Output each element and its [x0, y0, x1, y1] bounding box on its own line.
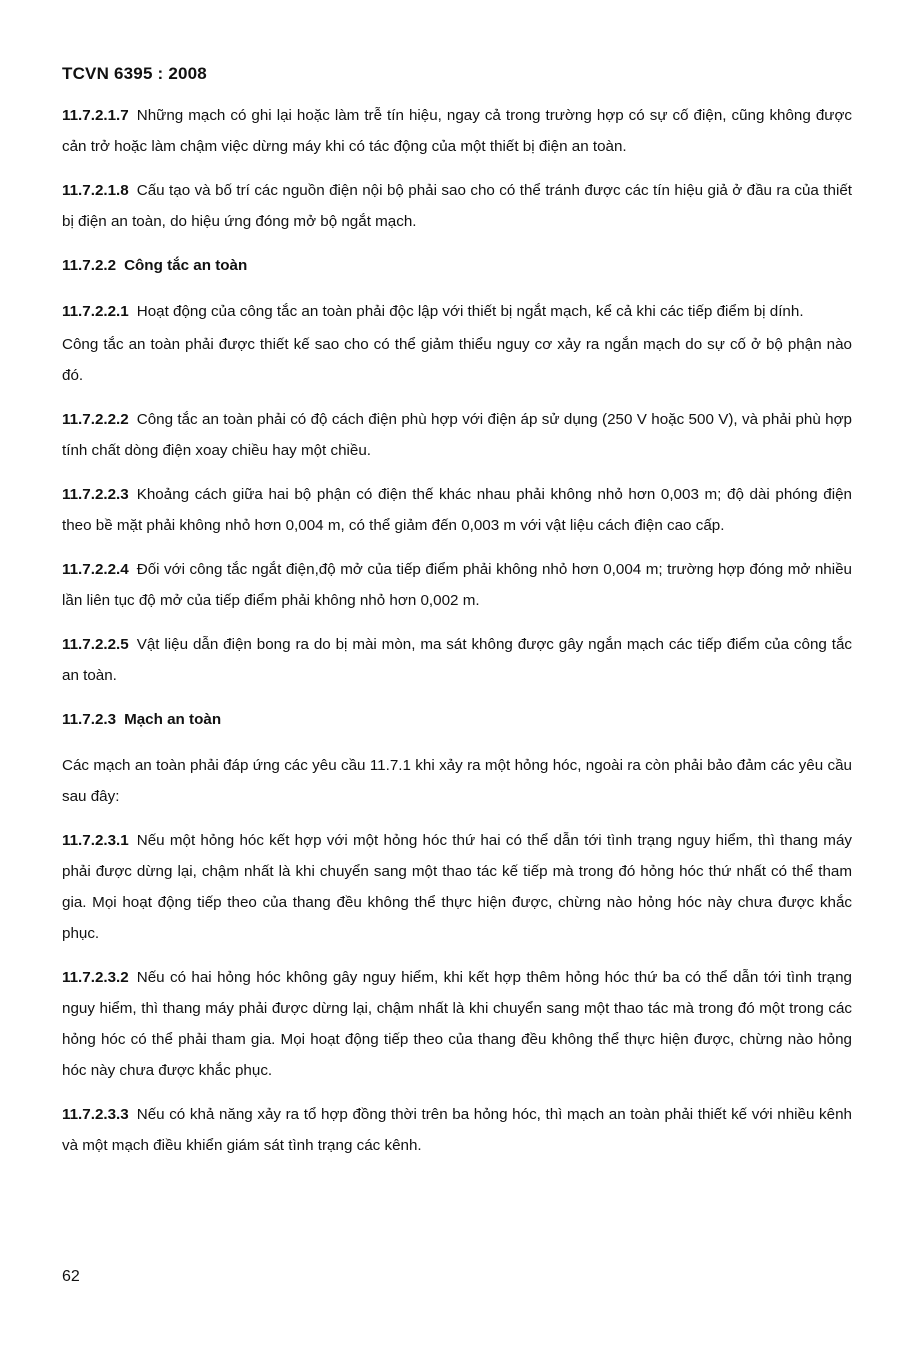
page-number: 62 — [62, 1268, 80, 1285]
section-number: 11.7.2.3 — [62, 711, 117, 728]
clause-number: 11.7.2.3.1 — [62, 832, 129, 849]
clause-text: Công tắc an toàn phải được thiết kế sao cho có thể giảm thiểu nguy cơ xảy ra ngắn mạch do sự cố ở bộ phận nào đó. — [62, 336, 852, 384]
clause-number: 11.7.2.3.3 — [62, 1106, 129, 1123]
section-number: 11.7.2.2 — [62, 257, 117, 274]
document-page — [62, 64, 852, 1174]
clause-11-7-2-2-3 — [62, 479, 852, 541]
section-heading-11-7-2-2 — [62, 250, 852, 281]
clause-number: 11.7.2.2.1 — [62, 303, 129, 320]
clause-number: 11.7.2.1.7 — [62, 107, 129, 124]
clause-text: Các mạch an toàn phải đáp ứng các yêu cầu 11.7.1 khi xảy ra một hỏng hóc, ngoài ra còn phải bảo đảm các yêu cầu sau đây: — [62, 757, 852, 805]
clause-paragraph — [62, 329, 852, 391]
clause-number: 11.7.2.2.3 — [62, 486, 129, 503]
clause-text: Nếu có khả năng xảy ra tổ hợp đồng thời trên ba hỏng hóc, thì mạch an toàn phải thiết kế với nhiều kênh và một mạch điều khiển giám sát tình trạng các kênh. — [62, 1106, 852, 1154]
clause-text: Cấu tạo và bố trí các nguồn điện nội bộ phải sao cho có thể tránh được các tín hiệu giả ở đầu ra của thiết bị điện an toàn, do hiệu ứng đóng mở bộ ngắt mạch. — [62, 182, 852, 230]
clause-11-7-2-1-8 — [62, 175, 852, 237]
clause-text: Hoạt động của công tắc an toàn phải độc lập với thiết bị ngắt mạch, kể cả khi các tiếp điểm bị dính. — [136, 303, 804, 320]
clause-11-7-2-2-2 — [62, 404, 852, 466]
clause-number: 11.7.2.2.4 — [62, 561, 129, 578]
section-heading-11-7-2-3 — [62, 704, 852, 735]
clause-paragraph — [62, 750, 852, 812]
section-title: Mạch an toàn — [124, 711, 222, 728]
clause-11-7-2-3-2 — [62, 962, 852, 1086]
clause-11-7-2-3-3 — [62, 1099, 852, 1161]
clause-text: Khoảng cách giữa hai bộ phận có điện thế khác nhau phải không nhỏ hơn 0,003 m; độ dài phóng điện theo bề mặt phải không nhỏ hơn 0,004 m, có thể giảm đến 0,003 m với vật liệu cách điện cao cấp. — [62, 486, 852, 534]
clause-11-7-2-2-4 — [62, 554, 852, 616]
clause-text: Nếu có hai hỏng hóc không gây nguy hiểm, khi kết hợp thêm hỏng hóc thứ ba có thể dẫn tới tình trạng nguy hiểm, thì thang máy phải được dừng lại, chậm nhất là khi chuyển sang một thao tác mà trong đó một trong các hỏng hóc có thể phải tham gia. Mọi hoạt động tiếp theo của thang đều không thể thực hiện được, chừng nào hỏng hóc này chưa được khắc phục. — [62, 969, 852, 1079]
standard-header: TCVN 6395 : 2008 — [62, 64, 207, 83]
clause-text: Những mạch có ghi lại hoặc làm trễ tín hiệu, ngay cả trong trường hợp có sự cố điện, cũng không được cản trở hoặc làm chậm việc dừng máy khi có tác động của một thiết bị điện an toàn. — [62, 107, 852, 155]
clause-11-7-2-2-5 — [62, 629, 852, 691]
clause-11-7-2-1-7 — [62, 100, 852, 162]
clause-text: Vật liệu dẫn điện bong ra do bị mài mòn, ma sát không được gây ngắn mạch các tiếp điểm của công tắc an toàn. — [62, 636, 852, 684]
clause-number: 11.7.2.2.5 — [62, 636, 129, 653]
clause-11-7-2-3-1 — [62, 825, 852, 949]
clause-number: 11.7.2.3.2 — [62, 969, 129, 986]
clause-number: 11.7.2.2.2 — [62, 411, 129, 428]
clause-text: Công tắc an toàn phải có độ cách điện phù hợp với điện áp sử dụng (250 V hoặc 500 V), và phải phù hợp tính chất dòng điện xoay chiều hay một chiều. — [62, 411, 852, 459]
clause-number: 11.7.2.1.8 — [62, 182, 129, 199]
section-title: Công tắc an toàn — [124, 257, 248, 274]
clause-text: Đối với công tắc ngắt điện,độ mở của tiếp điểm phải không nhỏ hơn 0,004 m; trường hợp đóng mở nhiều lần liên tục độ mở của tiếp điểm phải không nhỏ hơn 0,002 m. — [62, 561, 852, 609]
clause-text: Nếu một hỏng hóc kết hợp với một hỏng hóc thứ hai có thể dẫn tới tình trạng nguy hiểm, thì thang máy phải được dừng lại, chậm nhất là khi chuyển sang một thao tác kế tiếp mà trong đó hỏng hóc thứ nhất có thể tham gia. Mọi hoạt động tiếp theo của thang đều không thể thực hiện được, chừng nào hỏng hóc này chưa được khắc phục. — [62, 832, 852, 942]
clause-11-7-2-2-1 — [62, 296, 852, 327]
